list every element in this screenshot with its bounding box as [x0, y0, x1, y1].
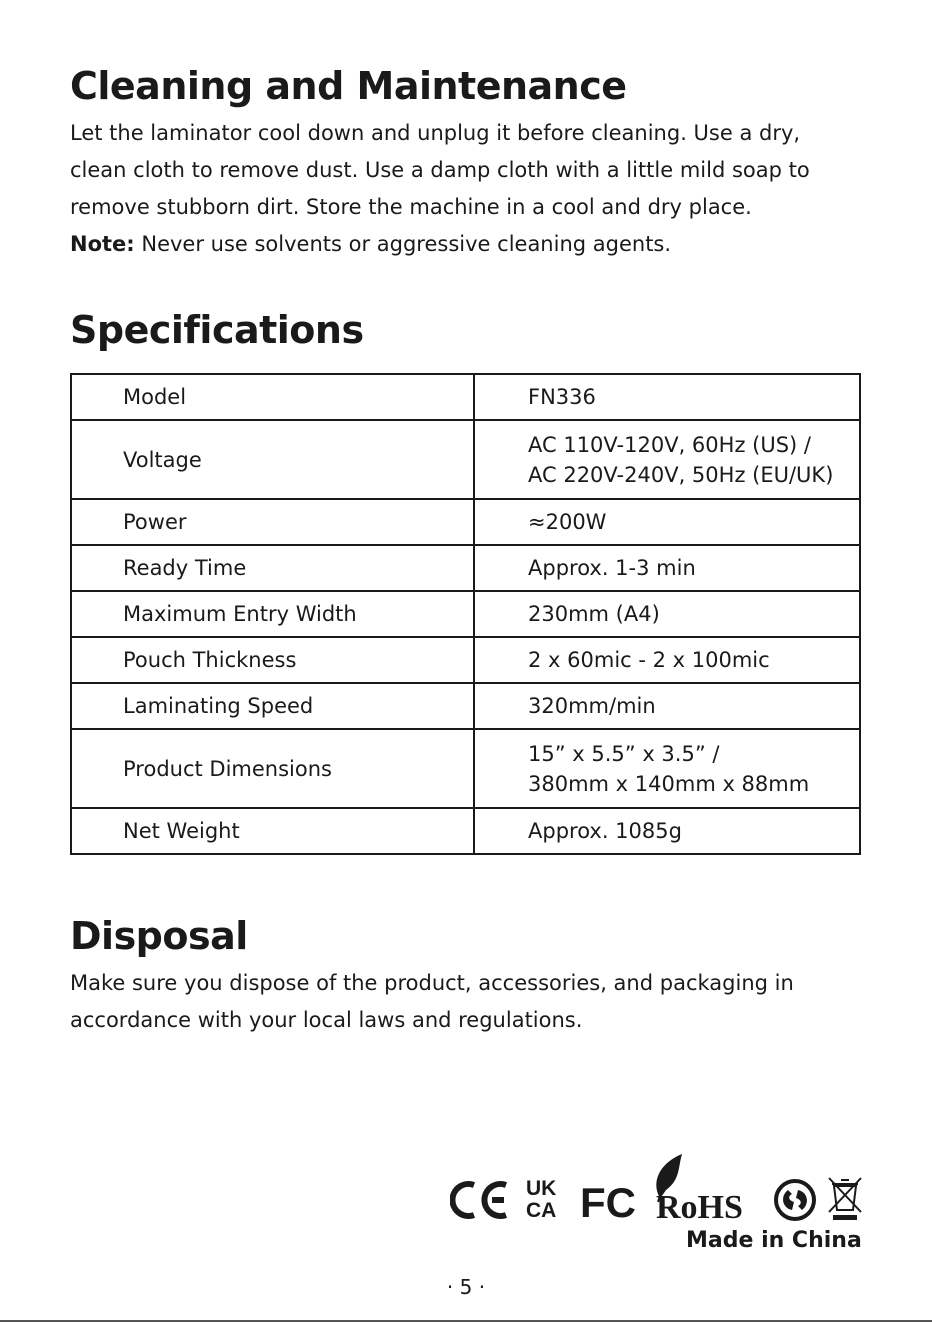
spec-value-line: Approx. 1085g [528, 819, 682, 843]
disposal-line: accordance with your local laws and regulations. [70, 1008, 583, 1032]
table-row [71, 420, 860, 499]
table-row [71, 374, 860, 420]
spec-label: Maximum Entry Width [71, 591, 474, 637]
spec-value-line: AC 110V-120V, 60Hz (US) / [528, 432, 811, 457]
uk-text: UK [526, 1177, 557, 1200]
cleaning-line: Let the laminator cool down and unplug it before cleaning. Use a dry, [70, 121, 801, 145]
spec-value-line: 380mm x 140mm x 88mm [528, 771, 810, 796]
spec-value [474, 545, 860, 591]
cleaning-line: remove stubborn dirt. Store the machine in a cool and dry place. [70, 195, 752, 219]
spec-value [474, 499, 860, 545]
table-row [71, 637, 860, 683]
spec-value [474, 420, 860, 499]
spec-value-line: Approx. 1-3 min [528, 556, 696, 580]
spec-value [474, 729, 860, 808]
weee-bin-icon [829, 1178, 861, 1220]
spec-label: Laminating Speed [71, 683, 474, 729]
spec-value [474, 637, 860, 683]
spec-value-line: AC 220V-240V, 50Hz (EU/UK) [528, 462, 834, 487]
disposal-heading: Disposal [70, 914, 248, 958]
spec-value [474, 683, 860, 729]
specifications-heading: Specifications [70, 308, 364, 352]
table-row [71, 729, 860, 808]
spec-value [474, 374, 860, 420]
disposal-paragraph [70, 965, 870, 1039]
bottom-divider [0, 1320, 932, 1322]
rohs-mark-icon [656, 1154, 743, 1225]
spec-label: Net Weight [71, 808, 474, 854]
spec-value-line: 2 x 60mic - 2 x 100mic [528, 648, 770, 672]
spec-label: Model [71, 374, 474, 420]
spec-value-line: 230mm (A4) [528, 602, 660, 626]
table-row [71, 808, 860, 854]
ca-text: CA [526, 1199, 557, 1222]
green-dot-icon [776, 1181, 814, 1219]
page-number: · 5 · [446, 1275, 486, 1299]
certification-marks [450, 1150, 870, 1225]
cleaning-note [70, 226, 870, 263]
note-label: Note: [70, 232, 135, 256]
disposal-line: Make sure you dispose of the product, accessories, and packaging in [70, 971, 794, 995]
spec-value [474, 808, 860, 854]
spec-label: Pouch Thickness [71, 637, 474, 683]
table-row [71, 683, 860, 729]
rohs-text: RoHS [656, 1189, 743, 1225]
spec-value-line: FN336 [528, 385, 596, 409]
ukca-mark-icon [526, 1177, 556, 1222]
table-row [71, 545, 860, 591]
spec-value-line: 320mm/min [528, 694, 656, 718]
cleaning-line: clean cloth to remove dust. Use a damp cloth with a little mild soap to [70, 158, 810, 182]
table-row [71, 591, 860, 637]
cleaning-paragraph [70, 115, 870, 263]
note-text: Never use solvents or aggressive cleaning agents. [134, 232, 672, 256]
spec-value [474, 591, 860, 637]
fcc-mark-icon [580, 1179, 636, 1225]
spec-label: Voltage [71, 420, 474, 499]
spec-value-line: 15” x 5.5” x 3.5” / [528, 741, 720, 766]
ce-mark-icon [452, 1184, 506, 1216]
cleaning-heading: Cleaning and Maintenance [70, 64, 627, 108]
spec-label: Product Dimensions [71, 729, 474, 808]
spec-label: Ready Time [71, 545, 474, 591]
spec-label: Power [71, 499, 474, 545]
made-in-label: Made in China [686, 1228, 862, 1253]
table-row [71, 499, 860, 545]
certification-marks-svg [450, 1150, 870, 1225]
spec-value-line: ≈200W [528, 510, 607, 534]
fc-text: FC [580, 1179, 636, 1225]
specifications-table [70, 373, 861, 855]
